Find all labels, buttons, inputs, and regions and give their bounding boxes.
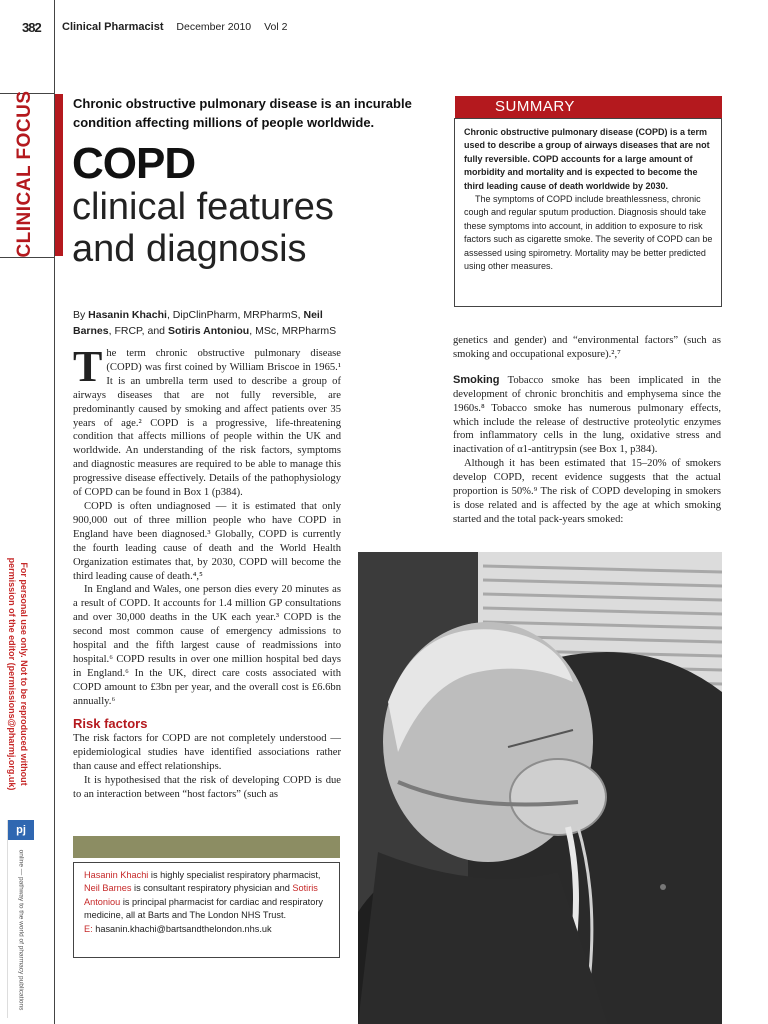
body-paragraph-8: Although it has been estimated that 15–20% of smokers develop COPD, recent evidence suggests that the actual proportion is 50%.⁹ The risk of COPD developing in smokers is dose related and is affected by the age at which smoking started and the total pack-years smoked: (453, 458, 721, 525)
email-label: E: (84, 923, 93, 934)
author-info-name-1: Hasanin Khachi (84, 870, 149, 880)
patient-photo (358, 552, 722, 1024)
title-line-3: and diagnosis (72, 228, 307, 270)
copyright-notice (6, 558, 30, 791)
body-paragraph-6: genetics and gender) and “environmental factors” (such as smoking and occupational exposure).²,⁷ (453, 335, 721, 360)
section-accent-bar (55, 94, 63, 256)
body-paragraph-5: It is hypothesised that the risk of developing COPD is due to an interaction between “host factors” (such as (73, 775, 341, 801)
author-info-text (84, 869, 334, 936)
publisher-logo-mark: pj (8, 820, 34, 840)
author-box-header-bar (73, 836, 340, 858)
author-info-text-1: is highly specialist respiratory pharmacist, (148, 870, 321, 880)
standfirst: Chronic obstructive pulmonary disease is an incurable condition affecting millions of people worldwide. (73, 96, 412, 130)
author-info-text-3: is principal pharmacist for cardiac and respiratory medicine, all at Barts and The London NHS Trust. (84, 896, 323, 921)
author-3: Sotiris Antoniou (167, 325, 250, 337)
article-title (72, 139, 432, 270)
author-2-quals: , FRCP, and (108, 325, 168, 337)
copyright-line-1: For personal use only. Not to be reproduced without (19, 562, 29, 786)
author-2: Neil Barnes (73, 309, 323, 337)
author-3-quals: , MSc, MRPharmS (249, 325, 337, 337)
summary-bold-paragraph: Chronic obstructive pulmonary disease (COPD) is a term used to describe a group of airways diseases that are not fully reversible. COPD accounts for a large amount of morbidity and mortality and is expected to become the third leading cause of death worldwide by 2030. (464, 127, 710, 191)
author-info-text-2: is consultant respiratory physician and (131, 883, 293, 894)
section-label: CLINICAL FOCUS (14, 90, 35, 258)
author-1: Hasanin Khachi (88, 309, 167, 321)
title-line-1: COPD (72, 139, 196, 188)
body-paragraph-1: he term chronic obstructive pulmonary disease (COPD) was first coined by William Briscoe in 1965.¹ It is an umbrella term used to describe a group of airways diseases that are not fully reversible, are predominantly caused by smoking and affect patients over 35 years of age.² COPD is a progressive, life-threatening condition that affects millions of people within the UK and worldwide. An understanding of the risk factors, symptoms and diagnostic measures are required to be able to manage this progressive disease effectively. Details of the pathophysiology of COPD can be found in Box 1 (p384). (73, 348, 341, 499)
summary-header (455, 96, 722, 118)
body-column-1 (73, 342, 341, 802)
body-paragraph (73, 342, 341, 500)
byline (73, 307, 343, 339)
author-info-name-3: Sotiris Antoniou (84, 883, 318, 907)
summary-text (464, 126, 714, 273)
body-paragraph-4: The risk factors for COPD are not completely understood — epidemiological studies have identified associations rather than cause and effect relationships. (73, 733, 341, 773)
author-email: hasanin.khachi@bartsandthelondon.nhs.uk (92, 923, 272, 934)
byline-prefix: By (73, 309, 89, 321)
body-paragraph-2: COPD is often undiagnosed — it is estimated that only 900,000 out of three million people who have COPD in England have been diagnosed.³ Globally, COPD is currently the fourth leading cause of death and the World Health Organization estimates that, by 2030, COPD will become the third leading cause of death.⁴,⁵ (73, 500, 341, 582)
smoking-paragraph (453, 374, 721, 457)
summary-paragraph: The symptoms of COPD include breathlessness, chronic cough and regular sputum production. Diagnosis should take these symptoms into account, in addition to exposure to risk factors such as cigarette smoke. The severity of COPD can be assessed using spirometry. Mortality may be better predicted using other measures. (464, 194, 713, 272)
patient-photo-illustration (358, 552, 722, 1024)
publisher-logo-text: online — pathway to the world of pharmacy publications (17, 849, 25, 1011)
issue-date: December 2010 (176, 21, 252, 33)
summary-heading: SUMMARY (495, 98, 575, 115)
volume: Vol 2 (264, 21, 288, 33)
copyright-line-2: permission of the editor (permissions@pharmj.org.uk) (7, 557, 17, 791)
journal-name: Clinical Pharmacist (62, 21, 164, 33)
risk-factors-heading: Risk factors (73, 715, 148, 731)
title-line-2: clinical features (72, 186, 334, 228)
publisher-logo (7, 820, 34, 1018)
author-info-name-2: Neil Barnes (84, 883, 132, 894)
page-number: 382 (22, 20, 41, 35)
body-column-2 (453, 334, 721, 527)
drop-cap: T (73, 342, 103, 391)
body-paragraph-7: Tobacco smoke has been implicated in the development of chronic bronchitis and emphysema since the 1960s.⁸ Tobacco smoke has numerous pulmonary effects, which include the release of destructive proteolytic enzymes from inflammatory cells in the lung, oxidative stress and inactivation of α1-antitrypsin (see Box 1, p384). (453, 374, 721, 456)
body-paragraph-3: In England and Wales, one person dies every 20 minutes as a result of COPD. It accounts for 1.4 million GP consultations and over 30,000 deaths in the UK each year.³ COPD is the second most common cause of emergency admissions to hospital and the fifth largest cause of readmissions into hospital.⁶ COPD results in over one million hospital bed days in England.⁶ In the UK, direct care costs associated with COPD amount to £3bn per year, and the overall cost is £6.6bn annually.⁶ (73, 584, 341, 707)
author-1-quals: , DipClinPharm, MRPharmS, (166, 309, 304, 321)
running-header (62, 21, 287, 33)
smoking-label: Smoking (453, 373, 500, 386)
